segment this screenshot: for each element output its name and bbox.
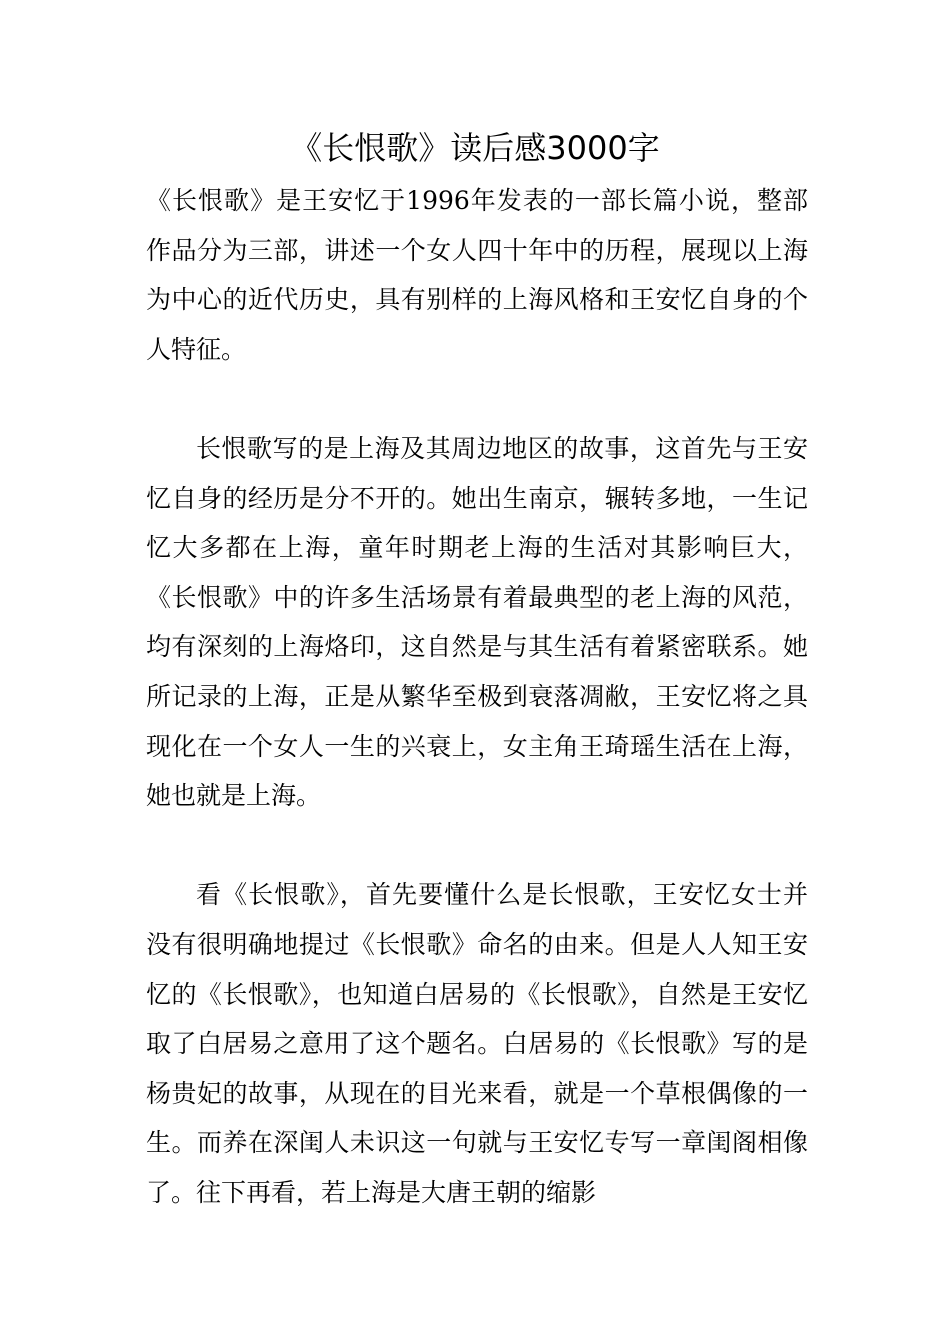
paragraph-shanghai: 长恨歌写的是上海及其周边地区的故事，这首先与王安忆自身的经历是分不开的。她出生南京，辗转多地，一生记忆大多都在上海，童年时期老上海的生活对其影响巨大，《长恨歌》中的许多生活场景有着最典型的老上海的风范，均有深刻的上海烙印，这自然是与其生活有着紧密联系。她所记录的上海，正是从繁华至极到衰落凋敝，王安忆将之具现化在一个女人一生的兴衰上，女主角王琦瑶生活在上海，她也就是上海。 (146, 433, 808, 811)
paragraph-title-origin: 看《长恨歌》，首先要懂什么是长恨歌，王安忆女士并没有很明确地提过《长恨歌》命名的由来。但是人人知王安忆的《长恨歌》，也知道白居易的《长恨歌》，自然是王安忆取了白居易之意用了这个题名。白居易的《长恨歌》写的是杨贵妃的故事，从现在的目光来看，就是一个草根偶像的一生。而养在深闺人未识这一句就与王安忆专写一章闺阁相像了。往下再看，若上海是大唐王朝的缩影 (146, 880, 808, 1207)
paragraph-spacer (146, 821, 808, 871)
document-body (146, 176, 808, 1217)
document-title: 《长恨歌》读后感3000字 (290, 129, 660, 167)
paragraph-intro: 《长恨歌》是王安忆于1996年发表的一部长篇小说，整部作品分为三部，讲述一个女人四十年中的历程，展现以上海为中心的近代历史，具有别样的上海风格和王安忆自身的个人特征。 (146, 186, 808, 364)
paragraph-spacer (146, 374, 808, 424)
